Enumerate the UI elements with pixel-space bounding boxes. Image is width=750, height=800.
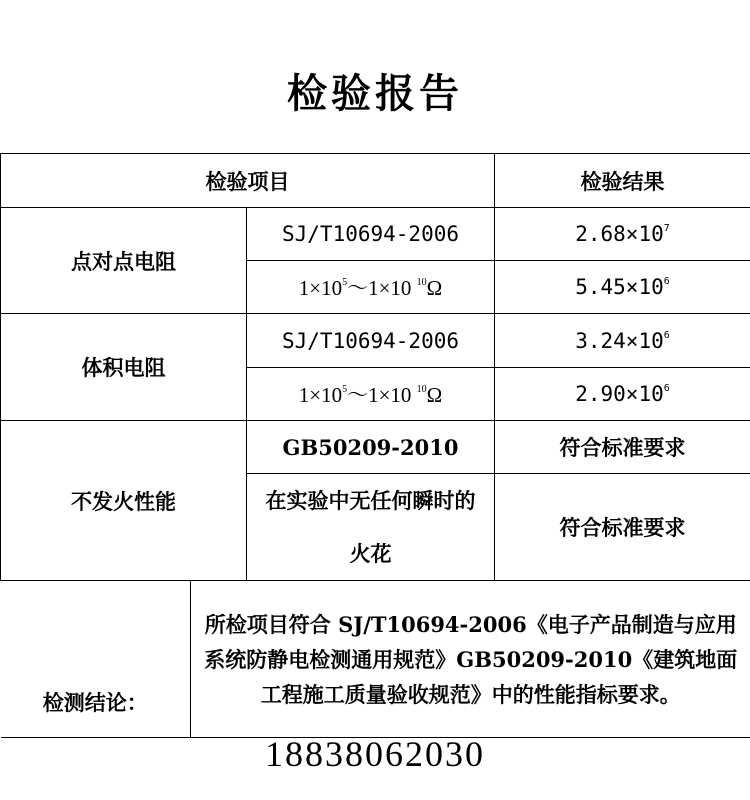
conclusion-text: 所检项目符合 SJ/T10694-2006《电子产品制造与应用系统防静电检测通用规范》GB50209-2010《建筑地面工程施工质量验收规范》中的性能指标要求。 <box>191 581 750 738</box>
row-label: 不发火性能 <box>1 421 247 581</box>
header-result: 检验结果 <box>495 154 750 208</box>
range-cell: $1\times 10^5\sim 1\times 10$ $^{10}$Ω <box>247 261 495 314</box>
standard-cell: 在实验中无任何瞬时的火花 <box>247 474 495 581</box>
result-cell: $2.68\times 10^7$ <box>495 208 750 261</box>
row-label: 点对点电阻 <box>1 208 247 314</box>
table-header-row <box>1 154 750 208</box>
standard-cell: SJ/T10694-2006 <box>247 208 495 261</box>
conclusion-label: 检测结论： <box>1 581 191 738</box>
conclusion-row <box>1 581 750 738</box>
standard-cell: GB50209-2010 <box>247 421 495 474</box>
row-label: 体积电阻 <box>1 314 247 421</box>
table-row <box>1 421 750 474</box>
range-cell: $1\times 10^5\sim 1\times 10$ $^{10}$Ω <box>247 368 495 421</box>
result-cell: $5.45\times 10^6$ <box>495 261 750 314</box>
table-row <box>1 314 750 368</box>
result-cell: 符合标准要求 <box>495 474 750 581</box>
result-cell: $2.90\times 10^6$ <box>495 368 750 421</box>
header-item: 检验项目 <box>1 154 495 208</box>
table-row <box>1 208 750 261</box>
phone-number: 18838062030 <box>265 734 485 774</box>
standard-cell: SJ/T10694-2006 <box>247 314 495 368</box>
report-table <box>0 153 750 738</box>
report-title: 检验报告 <box>287 70 463 117</box>
result-cell: $3.24\times 10^6$ <box>495 314 750 368</box>
result-cell: 符合标准要求 <box>495 421 750 474</box>
